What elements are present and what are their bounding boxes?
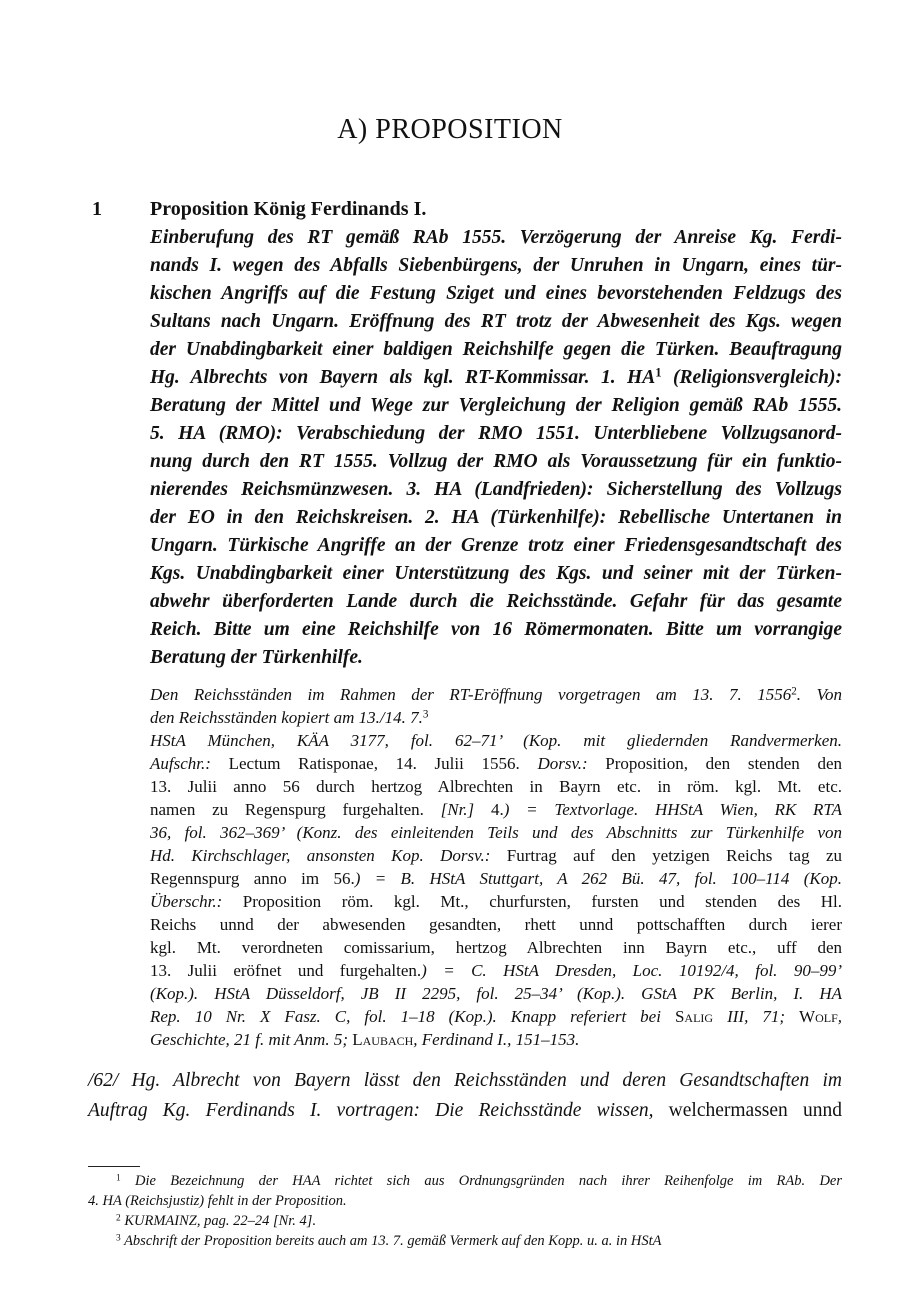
text-line	[150, 729, 842, 752]
text-line	[150, 1005, 842, 1028]
text-line	[150, 308, 842, 336]
text-line	[150, 364, 842, 392]
text-line	[150, 392, 842, 420]
text-line	[88, 1191, 842, 1211]
text-segment: /62/ Hg. Albrecht von Bayern lässt den Reichsständen und deren Gesandtschaften im	[88, 1070, 842, 1091]
text-segment: Geschichte, 21 f. mit Anm. 5;	[150, 1030, 353, 1049]
text-segment: Lectum Ratisponae, 14. Julii 1556.	[210, 754, 538, 773]
text-segment: Furtrag auf den yetzigen Reichs tag zu	[490, 846, 842, 865]
text-segment: abwehr überforderten Lande durch die Reichsstände. Gefahr für das gesamte	[150, 591, 842, 612]
text-line	[150, 532, 842, 560]
text-line	[150, 560, 842, 588]
text-segment: . Von	[796, 685, 843, 704]
section-title: A) PROPOSITION	[337, 114, 563, 145]
text-line	[150, 936, 842, 959]
text-segment: Den Reichsständen im Rahmen der RT-Eröffnung vorgetragen am 13. 7. 1556	[150, 685, 792, 704]
text-line	[150, 867, 842, 890]
text-segment: Laubach	[352, 1030, 414, 1049]
text-segment: kgl. Mt. verordneten comissarium, hertzog Albrechten inn Bayrn etc., uff den	[150, 938, 842, 957]
text-segment: Sultans nach Ungarn. Eröffnung des RT trotz der Abwesenheit des Kgs. wegen	[150, 311, 842, 332]
text-segment: (Kop.). HStA Düsseldorf, JB II 2295, fol. 25–34’ (Kop.). GStA PK Berlin, I. HA	[150, 984, 842, 1003]
text-line	[150, 336, 842, 364]
text-line	[150, 1028, 842, 1051]
text-line	[150, 448, 842, 476]
text-segment: Auftrag Kg. Ferdinands I. vortragen: Die Reichsstände wissen,	[88, 1100, 654, 1121]
footnote-marker: 2	[791, 685, 797, 698]
text-line	[150, 588, 842, 616]
text-segment: Einberufung des RT gemäß RAb 1555. Verzögerung der Anreise Kg. Ferdi-	[150, 227, 842, 248]
text-line	[150, 982, 842, 1005]
text-segment: der Unabdingbarkeit einer baldigen Reichshilfe gegen die Türken. Beauftragung	[150, 339, 842, 360]
footnote-marker: 1	[116, 1173, 121, 1184]
text-line	[150, 913, 842, 936]
sources-paragraph	[150, 683, 842, 1051]
text-segment: ) = Textvorlage. HHStA Wien, RK RTA	[503, 800, 843, 819]
text-line	[150, 224, 842, 252]
text-segment: Rep. 10 Nr. X Fasz. C, fol. 1–18 (Kop.). Knapp referiert bei	[150, 1007, 675, 1026]
text-segment: Reich. Bitte um eine Reichshilfe von 16 Römermonaten. Bitte um vorrangige	[150, 619, 842, 640]
text-segment: KURMAINZ, pag. 22–24 [Nr. 4].	[120, 1213, 317, 1229]
text-line	[150, 644, 842, 672]
text-line	[150, 476, 842, 504]
text-segment: Salig	[674, 1007, 714, 1026]
text-line	[150, 798, 842, 821]
footnote-marker: 3	[116, 1233, 121, 1244]
text-line	[150, 752, 842, 775]
text-segment: ,	[837, 1007, 842, 1026]
text-segment: (Religionsvergleich):	[661, 367, 842, 388]
text-line	[150, 775, 842, 798]
text-line	[88, 1066, 842, 1096]
text-segment: 36, fol. 362–369’ (Konz. des einleitenden Teils und des Abschnitts zur Türkenhilfe von	[150, 823, 842, 842]
text-segment: Beratung der Mittel und Wege zur Vergleichung der Religion gemäß RAb 1555.	[150, 395, 842, 416]
text-segment: den Reichsständen kopiert am 13./14. 7.	[150, 708, 423, 727]
text-line	[88, 1231, 842, 1251]
text-line	[150, 504, 842, 532]
text-segment: Überschr.:	[150, 892, 223, 911]
text-segment: der EO in den Reichskreisen. 2. HA (Türkenhilfe): Rebellische Untertanen in	[150, 507, 842, 528]
text-segment: Die Bezeichnung der HAA richtet sich aus Ordnungsgründen nach ihrer Reihenfolge im RAb. Der	[120, 1173, 842, 1189]
text-segment: Hd. Kirchschlager, ansonsten Kop. Dorsv.:	[150, 846, 491, 865]
text-line	[150, 959, 842, 982]
text-segment: Reichs unnd der abwesenden gesandten, rhett unnd pottschafften durch ierer	[150, 915, 842, 934]
text-segment: ) = C. HStA Dresden, Loc. 10192/4, fol. 90–99’	[421, 961, 842, 980]
text-line	[88, 1171, 842, 1191]
text-line	[150, 706, 842, 729]
main-text	[88, 1066, 842, 1126]
abstract-paragraph	[150, 224, 842, 672]
text-segment: 4.	[474, 800, 504, 819]
text-segment: HStA München, KÄA 3177, fol. 62–71’ (Kop. mit gliedernden Randvermerken.	[150, 731, 842, 750]
text-line	[150, 420, 842, 448]
text-segment: kischen Angriffs auf die Festung Sziget und eines bevorstehenden Feldzugs des	[150, 283, 842, 304]
text-line	[150, 890, 842, 913]
text-segment: Kgs. Unabdingbarkeit einer Unterstützung des Kgs. und seiner mit der Türken-	[150, 563, 842, 584]
text-segment: 4. HA (Reichsjustiz) fehlt in der Proposition.	[88, 1193, 347, 1209]
text-segment: 5. HA (RMO): Verabschiedung der RMO 1551. Unterbliebene Vollzugsanord-	[150, 423, 842, 444]
document-heading: Proposition König Ferdinands I.	[150, 198, 427, 220]
footnotes	[88, 1171, 842, 1251]
text-segment: Wolf	[799, 1007, 838, 1026]
text-line	[150, 616, 842, 644]
text-segment: nands I. wegen des Abfalls Siebenbürgens, der Unruhen in Ungarn, eines tür-	[150, 255, 842, 276]
text-line	[88, 1211, 842, 1231]
text-segment: 13. Julii eröfnet und furgehalten.	[150, 961, 422, 980]
footnote-marker: 3	[422, 708, 429, 721]
text-segment: Beratung der Türkenhilfe.	[150, 647, 363, 668]
text-segment: III, 71;	[713, 1007, 800, 1026]
text-segment: , Ferdinand I., 151–153.	[413, 1030, 580, 1049]
text-line	[88, 1096, 842, 1126]
text-segment: Ungarn. Türkische Angriffe an der Grenze trotz einer Friedensgesandtschaft des	[150, 535, 842, 556]
text-segment: Proposition, den stenden den	[587, 754, 842, 773]
text-segment: nierendes Reichsmünzwesen. 3. HA (Landfrieden): Sicherstellung des Vollzugs	[150, 479, 842, 500]
text-segment: Dorsv.:	[537, 754, 588, 773]
text-line	[150, 821, 842, 844]
text-segment: Regennspurg anno im 56.	[150, 869, 355, 888]
text-line	[150, 683, 842, 706]
footnote-marker: 2	[116, 1213, 121, 1224]
text-line	[150, 252, 842, 280]
text-line	[150, 844, 842, 867]
document-number: 1	[92, 198, 102, 220]
text-segment: Aufschr.:	[150, 754, 211, 773]
footnote-marker: 1	[655, 365, 662, 380]
text-segment: welchermassen unnd	[653, 1100, 842, 1121]
text-segment: [Nr.]	[440, 800, 475, 819]
text-segment: Abschrift der Proposition bereits auch am 13. 7. gemäß Vermerk auf den Kopp. u. a. in HStA	[120, 1233, 662, 1249]
text-segment: Proposition röm. kgl. Mt., churfursten, fursten und stenden des Hl.	[222, 892, 842, 911]
text-segment: namen zu Regenspurg furgehalten.	[150, 800, 441, 819]
footnote-divider	[88, 1166, 140, 1167]
text-segment: nung durch den RT 1555. Vollzug der RMO als Voraussetzung für ein funktio-	[150, 451, 842, 472]
text-segment: 13. Julii anno 56 durch hertzog Albrechten in Bayrn etc. in röm. kgl. Mt. etc.	[150, 777, 842, 796]
text-segment: ) = B. HStA Stuttgart, A 262 Bü. 47, fol. 100–114 (Kop.	[354, 869, 842, 888]
text-segment: Hg. Albrechts von Bayern als kgl. RT-Kommissar. 1. HA	[150, 367, 656, 388]
text-line	[150, 280, 842, 308]
